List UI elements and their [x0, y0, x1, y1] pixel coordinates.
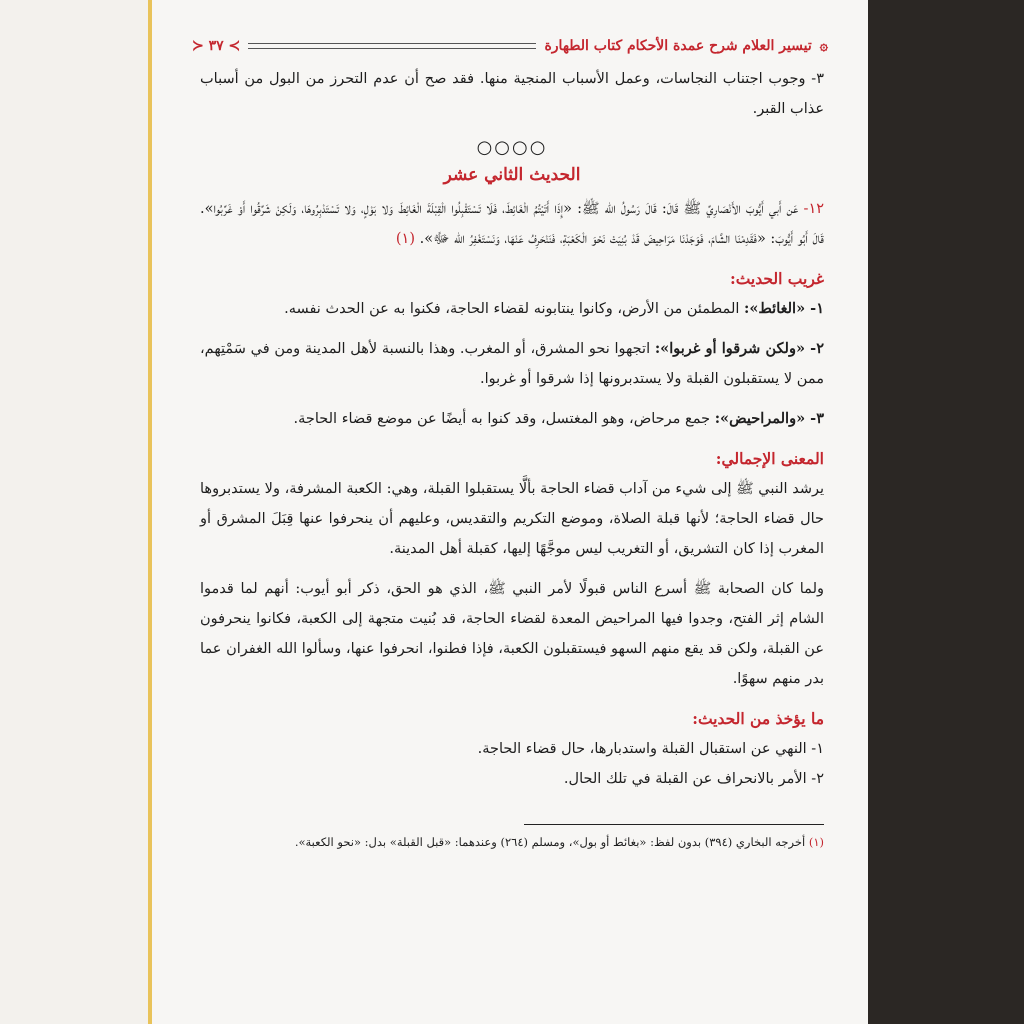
- gharib-definition: اتجهوا نحو المشرق، أو المغرب. وهذا بالنسبة لأهل المدينة ومن في سَمْتِهم، ممن لا يستقبلون القبلة ولا يستدبرونها إذا شرقوا أو غربوا.: [200, 341, 824, 387]
- footnote-text: أخرجه البخاري (٣٩٤) بدون لفظ: «بغائط أو بول»، ومسلم (٢٦٤) وعندهما: «قبل القبلة» بدل: «نحو الكعبة».: [294, 835, 809, 849]
- gharib-item: [200, 404, 824, 434]
- footnote: [200, 833, 824, 851]
- yukhadh-item: ٢- الأمر بالانحراف عن القبلة في تلك الحال.: [563, 771, 824, 787]
- running-header: [192, 32, 828, 60]
- ijmali-paragraph: ولما كان الصحابة ﷺ أسرع الناس قبولًا لأمر النبي ﷺ، الذي هو الحق، ذكر أبو أيوب: أنهم لما قدموا الشام إثر الفتح، وجدوا فيها المراحيض المعدة لقضاء الحاجة، قد بُنيت متجهة إلى الكعبة، فكانوا ينحرفون عن القبلة، ولكن قد يقع منهم السهو فيستقبلون الكعبة، فإذا فطنوا، انحرفوا عنها، وسألوا الله الغفران عما بدر منهم سهوًا.: [200, 581, 824, 687]
- intro-point-3: ٣- وجوب اجتناب النجاسات، وعمل الأسباب المنجية منها. فقد صح أن عدم التحرز من البول من أسباب عذاب القبر.: [200, 71, 824, 117]
- header-ornament-icon: ۞: [819, 38, 828, 54]
- gharib-definition: جمع مرحاض، وهو المغتسل، وقد كنوا به أيضًا عن موضع قضاء الحاجة.: [293, 411, 715, 427]
- section-divider: ○○○○: [476, 137, 548, 158]
- yukhadh-heading: ما يؤخذ من الحديث:: [692, 709, 824, 728]
- hadith-number: ١٢-: [803, 201, 825, 217]
- book-page: [152, 0, 868, 1024]
- footnote-number: (١): [808, 835, 824, 849]
- header-rule: [248, 43, 536, 49]
- hadith-body: عَن أَبي أَيُّوبَ الأَنْصَارِيِّ ﷺ قَالَ: قَالَ رَسُولُ الله ﷺ: «إِذَا أَتَيْتُمُ الْغَائِطَ، فَلَا تَسْتَقْبِلُوا الْقِبْلَةَ الْغَائِطَ وَلا بَوْلٍ، وَلا تَسْتَدْبِرُوهَا، وَلَكِنْ شَرِّقُوا أَوْ غَرِّبُوا». قَالَ أَبُو أَيُّوبَ: «فَقَدِمْنَا الشَّامَ، فَوَجَدْنَا مَرَاحِيضَ قَدْ بُنِيَتْ نَحْوَ الْكَعْبَةِ، فَنَنْحَرِفُ عَنْهَا، وَنَسْتَغْفِرُ الله ﷻ».: [200, 201, 824, 247]
- gharib-term: ١- «الغائط»:: [744, 300, 824, 317]
- gharib-term: ٢- «ولكن شرقوا أو غربوا»:: [654, 340, 824, 357]
- book-title: تيسير العلام شرح عمدة الأحكام كتاب الطهارة: [544, 38, 812, 54]
- footnote-reference: (١): [395, 231, 415, 247]
- yukhadh-item: ١- النهي عن استقبال القبلة واستدبارها، حال قضاء الحاجة.: [477, 741, 824, 757]
- hadith-text: [200, 194, 824, 254]
- ijmali-heading: المعنى الإجمالي:: [715, 449, 824, 468]
- gharib-item: [200, 294, 824, 324]
- page-body: [200, 64, 824, 851]
- ijmali-paragraph: يرشد النبي ﷺ إلى شيء من آداب قضاء الحاجة بألَّا يستقبلوا القبلة، وهي: الكعبة المشرفة، ولا يستدبروها حال قضاء الحاجة؛ لأنها قبلة الصلاة، وموضع التكريم والتقديس، وعليهم أن ينحرفوا عنها قِبَلَ المشرق أو المغرب إذا كان التشريق، أو التغريب ليس موجَّهًا إليها، كقبلة أهل المدينة.: [200, 481, 824, 557]
- gharib-term: ٣- «والمراحيض»:: [714, 410, 824, 427]
- background-surface: [868, 0, 1024, 1024]
- footnote-separator: [524, 824, 824, 825]
- gharib-item: [200, 334, 824, 394]
- hadith-title: الحديث الثاني عشر: [443, 165, 581, 185]
- gharib-heading: غريب الحديث:: [729, 269, 824, 288]
- adjacent-page-edge: [0, 0, 152, 1024]
- page-number: ≻ ٣٧ ≺: [192, 38, 241, 54]
- gharib-definition: المطمئن من الأرض، وكانوا ينتابونه لقضاء الحاجة، فكنوا به عن الحدث نفسه.: [284, 301, 744, 317]
